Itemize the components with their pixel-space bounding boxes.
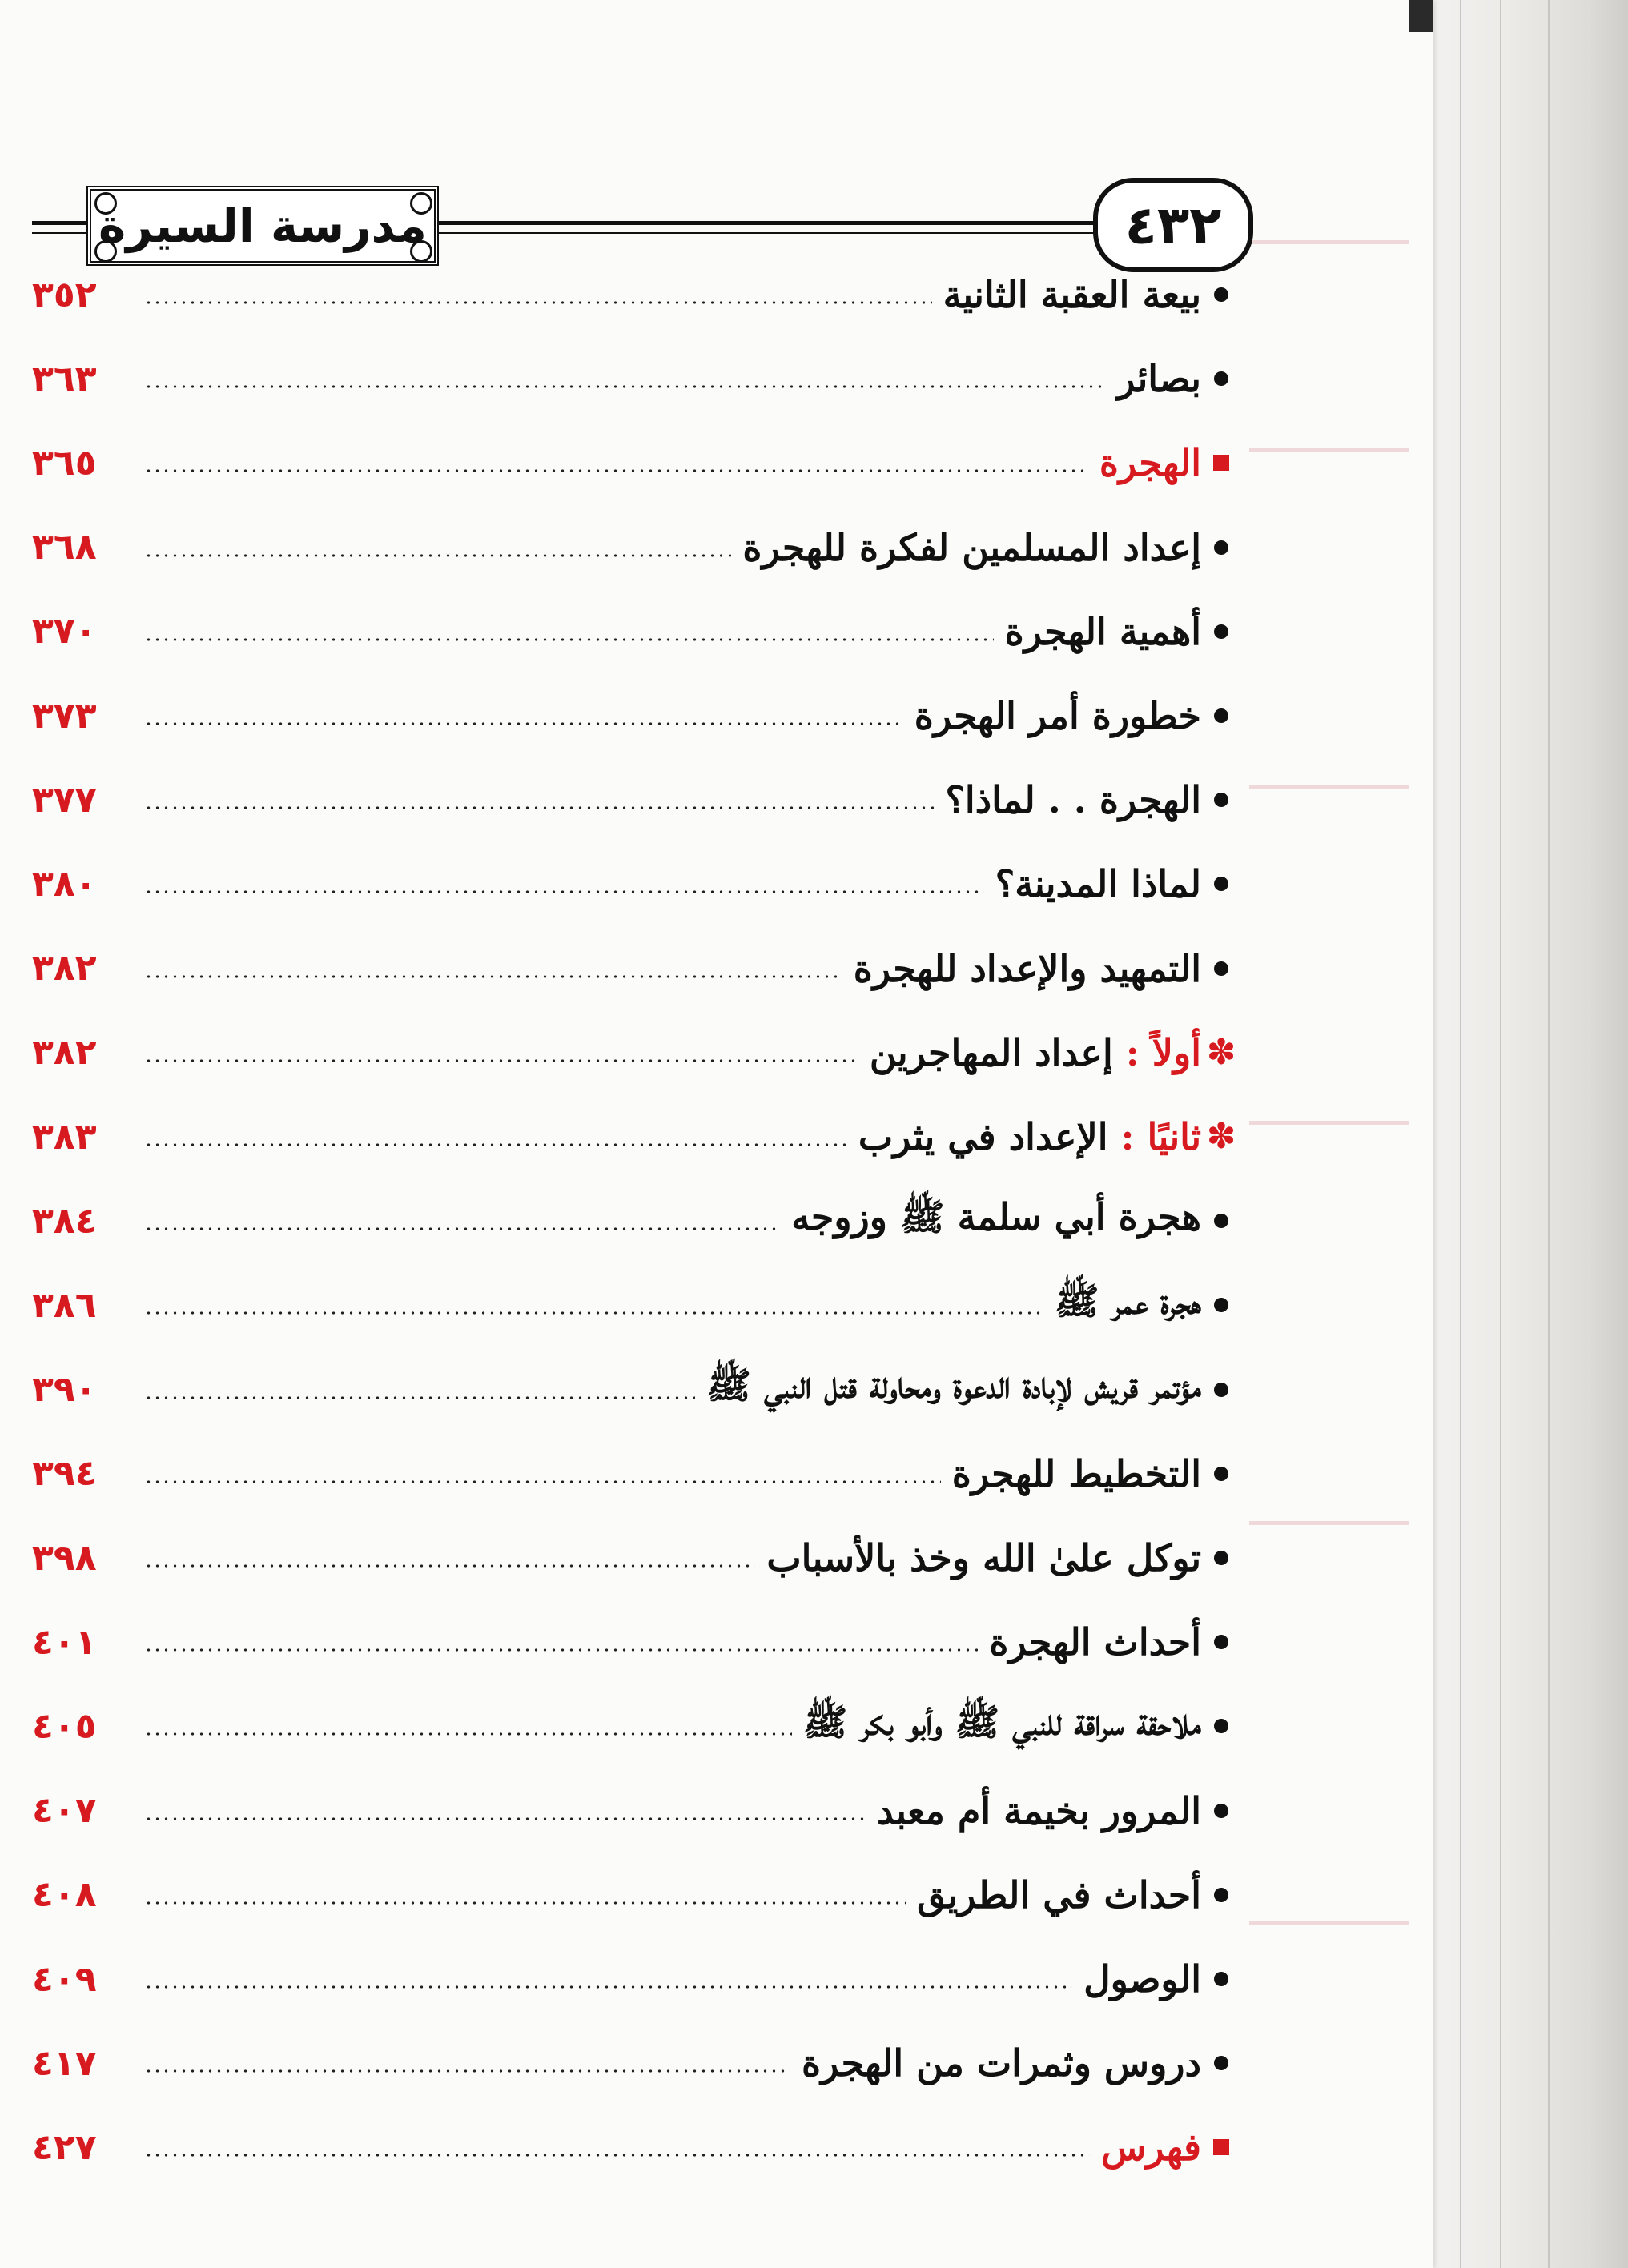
toc-entry[interactable] <box>32 2111 1241 2183</box>
dot-leader <box>144 2069 790 2073</box>
toc-entry-title: فهرس <box>1101 2125 1201 2170</box>
page-corner-shadow <box>1409 0 1433 32</box>
toc-entry-title: المرور بخيمة أم معبد <box>877 1788 1201 1832</box>
bullet-icon <box>1214 1214 1228 1228</box>
toc-entry-label <box>766 1536 1201 1580</box>
toc-entry-label <box>1083 1957 1201 2001</box>
page-number: ٤٣٢ <box>1124 194 1222 256</box>
toc-entry[interactable] <box>32 1101 1241 1173</box>
toc-page-number: ٤٠٧ <box>32 1790 97 1832</box>
toc-entry-title: لماذا المدينة؟ <box>995 862 1201 906</box>
toc-entry-label <box>854 947 1201 990</box>
spine-edge <box>1460 0 1461 2268</box>
book-spine <box>1428 0 1628 2268</box>
toc-page-number: ٣٦٨ <box>32 527 97 568</box>
toc-entry-title: أهمية الهجرة <box>1004 609 1201 653</box>
dot-leader <box>144 1480 941 1483</box>
dot-leader <box>144 1143 847 1146</box>
bullet-icon <box>1214 1298 1228 1312</box>
toc-entry-title: الهجرة <box>1099 441 1201 485</box>
toc-marker <box>1201 961 1241 976</box>
bullet-icon <box>1214 1551 1228 1565</box>
toc-entry[interactable] <box>32 1438 1241 1510</box>
toc-entry-label <box>877 1789 1201 1832</box>
toc-entry-title: هجرة عمر ﷺ <box>1055 1279 1201 1323</box>
toc-page-number: ٣٦٣ <box>32 358 97 399</box>
toc-entry-title: التمهيد والإعداد للهجرة <box>853 946 1201 990</box>
toc-page-number: ٤١٧ <box>32 2042 97 2084</box>
toc-marker <box>1201 1031 1241 1073</box>
toc-entry[interactable] <box>32 1943 1241 2015</box>
toc-page-number: ٣٧٣ <box>32 695 97 737</box>
bleed-through-mark <box>1249 1121 1409 1125</box>
dot-leader <box>144 890 984 893</box>
bullet-icon <box>1214 2056 1228 2070</box>
toc-entry-prefix: أولاً : <box>1125 1030 1201 1074</box>
bullet-icon <box>1214 371 1228 386</box>
toc-marker <box>1201 1719 1241 1733</box>
dot-leader <box>144 1227 780 1230</box>
toc-entry-label <box>1055 1279 1201 1332</box>
toc-entry-title: الوصول <box>1083 1957 1201 2001</box>
bleed-through-mark <box>1249 1921 1409 1925</box>
toc-entry-title: التخطيط للهجرة <box>951 1451 1201 1495</box>
bullet-icon <box>1214 708 1228 723</box>
toc-marker <box>1201 540 1241 555</box>
toc-entry[interactable] <box>32 1606 1241 1678</box>
bleed-through-mark <box>1249 240 1409 244</box>
toc-entry-label <box>1117 357 1201 400</box>
red-square-icon <box>1213 2139 1229 2155</box>
bleed-through-mark <box>1249 785 1409 789</box>
toc-entry[interactable] <box>32 596 1241 668</box>
toc-page-number: ٤٠٩ <box>32 1958 97 2000</box>
toc-entry[interactable] <box>32 1690 1241 1762</box>
toc-marker <box>1201 1383 1241 1397</box>
bullet-icon <box>1214 1719 1228 1733</box>
dot-leader <box>144 1648 978 1652</box>
spine-edge <box>1500 0 1501 2268</box>
toc-entry[interactable] <box>32 1859 1241 1931</box>
toc-entry-label <box>995 862 1201 905</box>
dot-leader <box>144 554 731 557</box>
toc-entry-title: هجرة أبي سلمة ﷺ وزوجه <box>791 1194 1201 1238</box>
dot-leader <box>144 1817 866 1820</box>
toc-entry-label <box>791 1194 1201 1248</box>
toc-entry-title: توكل علىٰ الله وخذ بالأسباب <box>766 1536 1201 1580</box>
toc-entry-title: مؤتمر قريش لإبادة الدعوة ومحاولة قتل النبي ﷺ <box>706 1363 1201 1407</box>
toc-entry-label <box>803 1700 1201 1753</box>
toc-page-number: ٤٢٧ <box>32 2126 97 2168</box>
toc-entry[interactable] <box>32 680 1241 752</box>
toc-entry-label <box>989 1620 1201 1664</box>
toc-marker <box>1201 1972 1241 1986</box>
bleed-through-mark <box>1249 1521 1409 1525</box>
dot-leader <box>144 1901 906 1905</box>
toc-entry[interactable] <box>32 933 1241 1005</box>
dot-leader <box>144 469 1088 472</box>
toc-entry-title: إعداد المسلمين لفكرة للهجرة <box>742 525 1201 569</box>
toc-entry-label <box>802 2041 1201 2085</box>
toc-marker <box>1201 877 1241 891</box>
dot-leader <box>144 638 994 641</box>
toc-entry-label <box>914 694 1201 737</box>
toc-entry[interactable] <box>32 512 1241 584</box>
toc-entry-label <box>706 1363 1201 1416</box>
toc-entry-title: خطورة أمر الهجرة <box>914 694 1201 737</box>
dot-leader <box>144 1311 1043 1315</box>
bullet-icon <box>1214 877 1228 891</box>
toc-entry-label <box>1099 441 1201 484</box>
toc-page-number: ٣٧٠ <box>32 611 97 652</box>
dot-leader <box>144 1059 858 1062</box>
toc-page-number: ٤٠١ <box>32 1621 97 1663</box>
bullet-icon <box>1214 287 1228 302</box>
toc-entry-title: ملاحقة سراقة للنبي ﷺ وأبو بكر ﷺ <box>802 1700 1201 1744</box>
toc-entry-title: أحداث الهجرة <box>989 1620 1201 1664</box>
dot-leader <box>144 975 842 978</box>
bullet-icon <box>1214 1467 1228 1481</box>
toc-page-number: ٣٨٢ <box>32 948 97 989</box>
toc-entry[interactable] <box>32 1269 1241 1341</box>
bullet-icon <box>1214 1804 1228 1818</box>
bullet-icon <box>1214 1383 1228 1397</box>
toc-entry-label <box>945 778 1201 821</box>
dot-leader <box>144 2154 1090 2157</box>
toc-entry[interactable] <box>32 343 1241 415</box>
toc-marker <box>1201 624 1241 639</box>
dot-leader <box>144 1985 1072 1989</box>
toc-entry-title: الإعداد في يثرب <box>858 1115 1108 1158</box>
toc-page-number: ٣٩٠ <box>32 1369 97 1411</box>
toc-entry[interactable] <box>32 764 1241 836</box>
toc-entry-label <box>1101 2125 1201 2169</box>
toc-entry-label <box>858 1115 1201 1158</box>
toc-entry-label <box>1005 610 1201 653</box>
ornament-icon <box>410 192 432 215</box>
bullet-icon <box>1214 961 1228 976</box>
toc-marker <box>1201 2056 1241 2070</box>
toc-entry-prefix: ثانيًا : <box>1120 1115 1201 1158</box>
toc-page-number: ٤٠٥ <box>32 1705 97 1747</box>
toc-entry[interactable] <box>32 1017 1241 1089</box>
bullet-icon <box>1214 1972 1228 1986</box>
toc-page-number: ٣٩٤ <box>32 1453 97 1495</box>
ornament-icon <box>94 192 117 215</box>
toc-entry-label <box>742 526 1201 569</box>
book-title-frame <box>86 186 439 266</box>
toc-entry[interactable] <box>32 427 1241 499</box>
toc-marker <box>1201 371 1241 386</box>
dot-leader <box>144 385 1106 388</box>
toc-page-number: ٣٨٠ <box>32 863 97 905</box>
toc-page-number: ٣٥٢ <box>32 274 97 315</box>
bullet-icon <box>1214 793 1228 807</box>
toc-marker <box>1201 1888 1241 1902</box>
toc-marker <box>1201 1635 1241 1649</box>
bullet-icon <box>1214 1635 1228 1649</box>
toc-entry[interactable] <box>32 2027 1241 2099</box>
dot-leader <box>144 806 934 809</box>
toc-marker <box>1201 1467 1241 1481</box>
toc-entry-title: بيعة العقبة الثانية <box>943 273 1201 316</box>
toc-page-number: ٣٨٢ <box>32 1032 97 1074</box>
toc-marker <box>1201 1551 1241 1565</box>
red-square-icon <box>1213 455 1229 471</box>
book-title: مدرسة السيرة <box>98 199 427 253</box>
toc-entry[interactable] <box>32 1185 1241 1257</box>
toc-entry-title: الهجرة . . لماذا؟ <box>945 778 1201 822</box>
toc-entry-label <box>917 1873 1201 1917</box>
dot-leader <box>144 1564 755 1568</box>
toc-marker <box>1201 708 1241 723</box>
red-flower-icon: ✽ <box>1206 1116 1236 1157</box>
toc-marker <box>1201 1116 1241 1157</box>
toc-entry-title: إعداد المهاجرين <box>869 1030 1113 1074</box>
toc-page-number: ٣٦٥ <box>32 442 97 484</box>
bullet-icon <box>1214 1888 1228 1902</box>
toc-page-number: ٣٨٦ <box>32 1284 97 1326</box>
bullet-icon <box>1214 624 1228 639</box>
spine-edge <box>1548 0 1550 2268</box>
toc-entry-title: بصائر <box>1117 357 1201 401</box>
toc-entry-label <box>943 273 1201 316</box>
bullet-icon <box>1214 540 1228 555</box>
toc-entry-title: دروس وثمرات من الهجرة <box>801 2041 1201 2085</box>
toc-marker <box>1201 1298 1241 1312</box>
toc-marker <box>1201 287 1241 302</box>
toc-marker <box>1201 2139 1241 2155</box>
toc-page-number: ٤٠٨ <box>32 1874 97 1916</box>
toc-marker <box>1201 455 1241 471</box>
toc-page-number: ٣٧٧ <box>32 779 97 821</box>
toc-entry[interactable] <box>32 1354 1241 1426</box>
toc-entry[interactable] <box>32 1522 1241 1594</box>
toc-entry[interactable] <box>32 848 1241 920</box>
bleed-through-mark <box>1249 448 1409 452</box>
toc-marker <box>1201 1214 1241 1228</box>
toc-page-number: ٣٨٣ <box>32 1116 97 1158</box>
toc-entry-label <box>870 1031 1201 1074</box>
toc-page-number: ٣٩٨ <box>32 1537 97 1579</box>
toc-entry-label <box>952 1452 1201 1495</box>
toc-entry[interactable] <box>32 1775 1241 1847</box>
toc-entry-title: أحداث في الطريق <box>917 1873 1201 1917</box>
dot-leader <box>144 1396 695 1399</box>
toc-marker <box>1201 1804 1241 1818</box>
dot-leader <box>144 301 932 304</box>
dot-leader <box>144 722 903 725</box>
toc-marker <box>1201 793 1241 807</box>
toc-entry[interactable] <box>32 259 1241 331</box>
red-flower-icon: ✽ <box>1206 1031 1236 1073</box>
dot-leader <box>144 1732 792 1736</box>
toc-page-number: ٣٨٤ <box>32 1200 97 1242</box>
